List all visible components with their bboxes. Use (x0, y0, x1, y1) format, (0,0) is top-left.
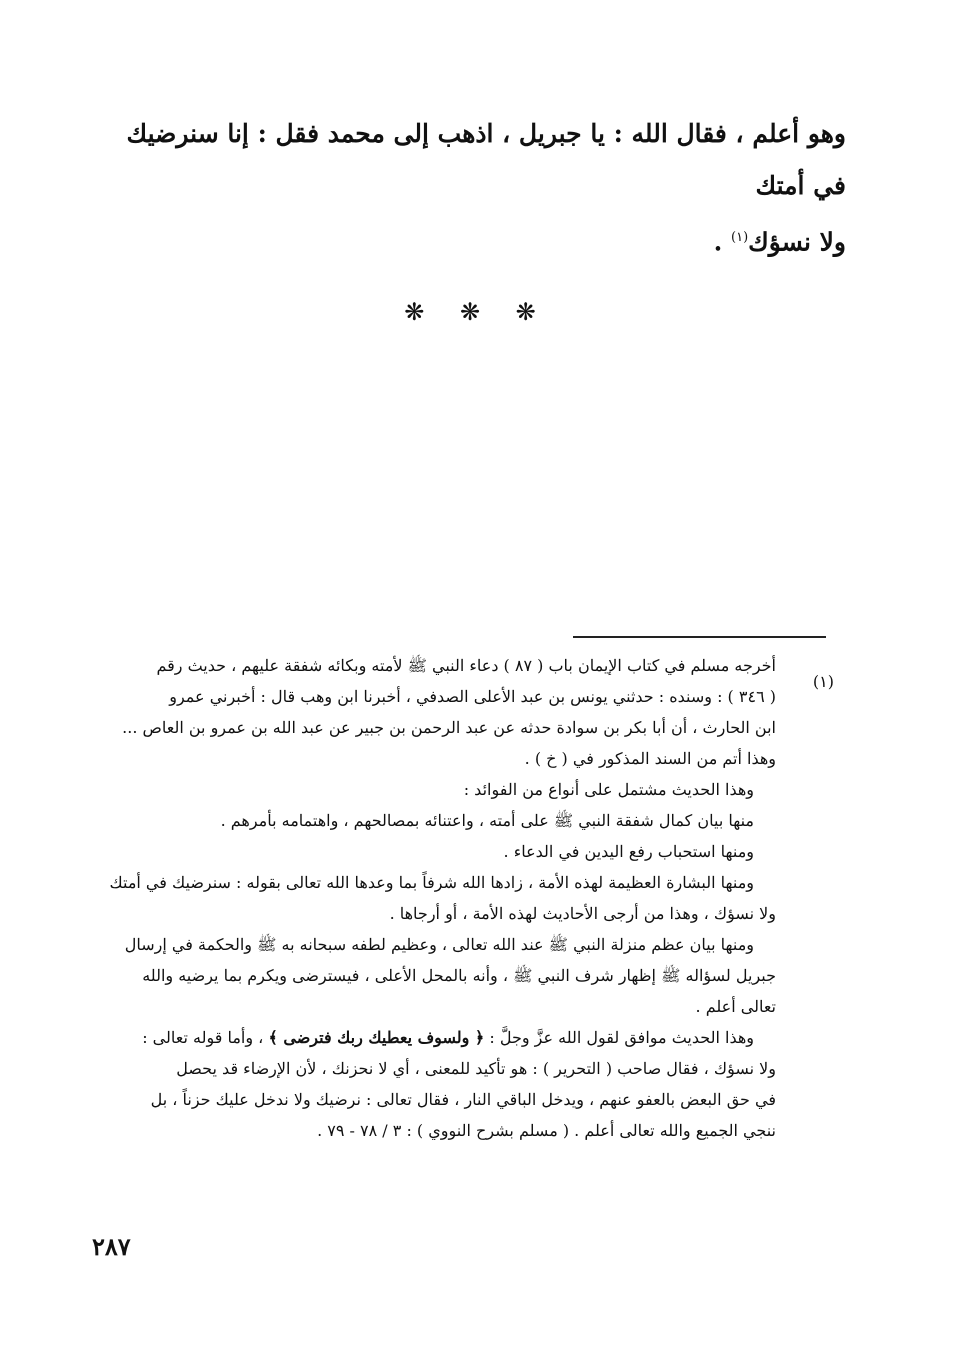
footnote-line: تعالى أعلم . (695, 997, 776, 1016)
footnote (106, 650, 776, 1146)
main-text (106, 108, 846, 268)
main-line-2 (106, 212, 846, 268)
main-line-2-end: . (713, 227, 732, 257)
footnote-line: ولا نسؤك ، فقال صاحب ( التحرير ) : هو تأكيد للمعنى ، أي لا نحزنك ، لأن الإرضاء قد يحصل (176, 1059, 776, 1078)
footnote-line: منها بيان كمال شفقة النبي ﷺ على أمته ، واعتنائه بمصالحهم ، واهتمامه بأمرهم . (220, 811, 754, 830)
quran-ayah: ﴿ ولسوف يعطيك ربك فترضى ﴾ (268, 1028, 485, 1047)
main-line-1: وهو أعلم ، فقال الله : يا جبريل ، اذهب إلى محمد فقل : إنا سنرضيك في أمتك (126, 119, 846, 200)
footnote-line: وهذا أتم من السند المذكور في ( خ ) . (524, 749, 776, 768)
footnote-line: أخرجه مسلم في كتاب الإيمان باب ( ٨٧ ) دعاء النبي ﷺ لأمته وبكائه شفقة عليهم ، حديث رقم (156, 656, 776, 675)
footnote-marker: (١) (812, 672, 834, 691)
main-line-2-text: ولا نسؤك (748, 227, 846, 257)
footnote-ref: (١) (731, 230, 749, 245)
footnote-line: ( ٣٤٦ ) : وسنده : حدثني يونس بن عبد الأعلى الصدفي ، أخبرنا ابن وهب قال : أخبرني عمرو (169, 687, 776, 706)
footnote-suffix: ، وأما قوله تعالى : (142, 1028, 269, 1047)
footnote-line: في حق البعض بالعفو عنهم ، ويدخل الباقي النار ، فقال تعالى : نرضيك ولا ندخل عليك حزناً ، بل (150, 1090, 776, 1109)
footnote-prefix: وهذا الحديث موافق لقول الله عزَّ وجلَّ : (484, 1028, 754, 1047)
footnote-line: ننجي الجميع والله تعالى أعلم . ( مسلم بشرح النووي ) : ٣ / ٧٨ - ٧٩ . (317, 1121, 776, 1140)
footnote-line: ولا نسؤك ، وهذا من أرجى الأحاديث لهذه الأمة ، أو أرجاها . (389, 904, 776, 923)
footnote-line: ومنها بيان عظم منزلة النبي ﷺ عند الله تعالى ، وعظيم لطفه سبحانه به ﷺ والحكمة في إرسال (124, 935, 754, 954)
footnote-line: جبريل لسؤاله ﷺ إظهار شرف النبي ﷺ ، وأنه بالمحل الأعلى ، فيسترضى ويكرم بما يرضيه والله (142, 966, 776, 985)
footnote-line: ابن الحارث ، أن أبا بكر بن سوادة حدثه عن عبد الرحمن بن جبير عن عبد الله بن عمرو بن العاص ... (122, 718, 776, 737)
footnote-line: وهذا الحديث مشتمل على أنواع من الفوائد : (463, 780, 754, 799)
footnote-rule (573, 636, 826, 638)
footnote-line: ومنها استحباب رفع اليدين في الدعاء . (503, 842, 754, 861)
footnote-line: ومنها البشارة العظيمة لهذه الأمة ، زادها الله شرفاً بما وعدها الله تعالى بقوله : سنرضيك في أمتك (109, 873, 754, 892)
footnote-line (106, 1022, 846, 1053)
section-separator: ❋ ❋ ❋ (404, 298, 550, 326)
page-number: ٢٨٧ (92, 1232, 131, 1261)
